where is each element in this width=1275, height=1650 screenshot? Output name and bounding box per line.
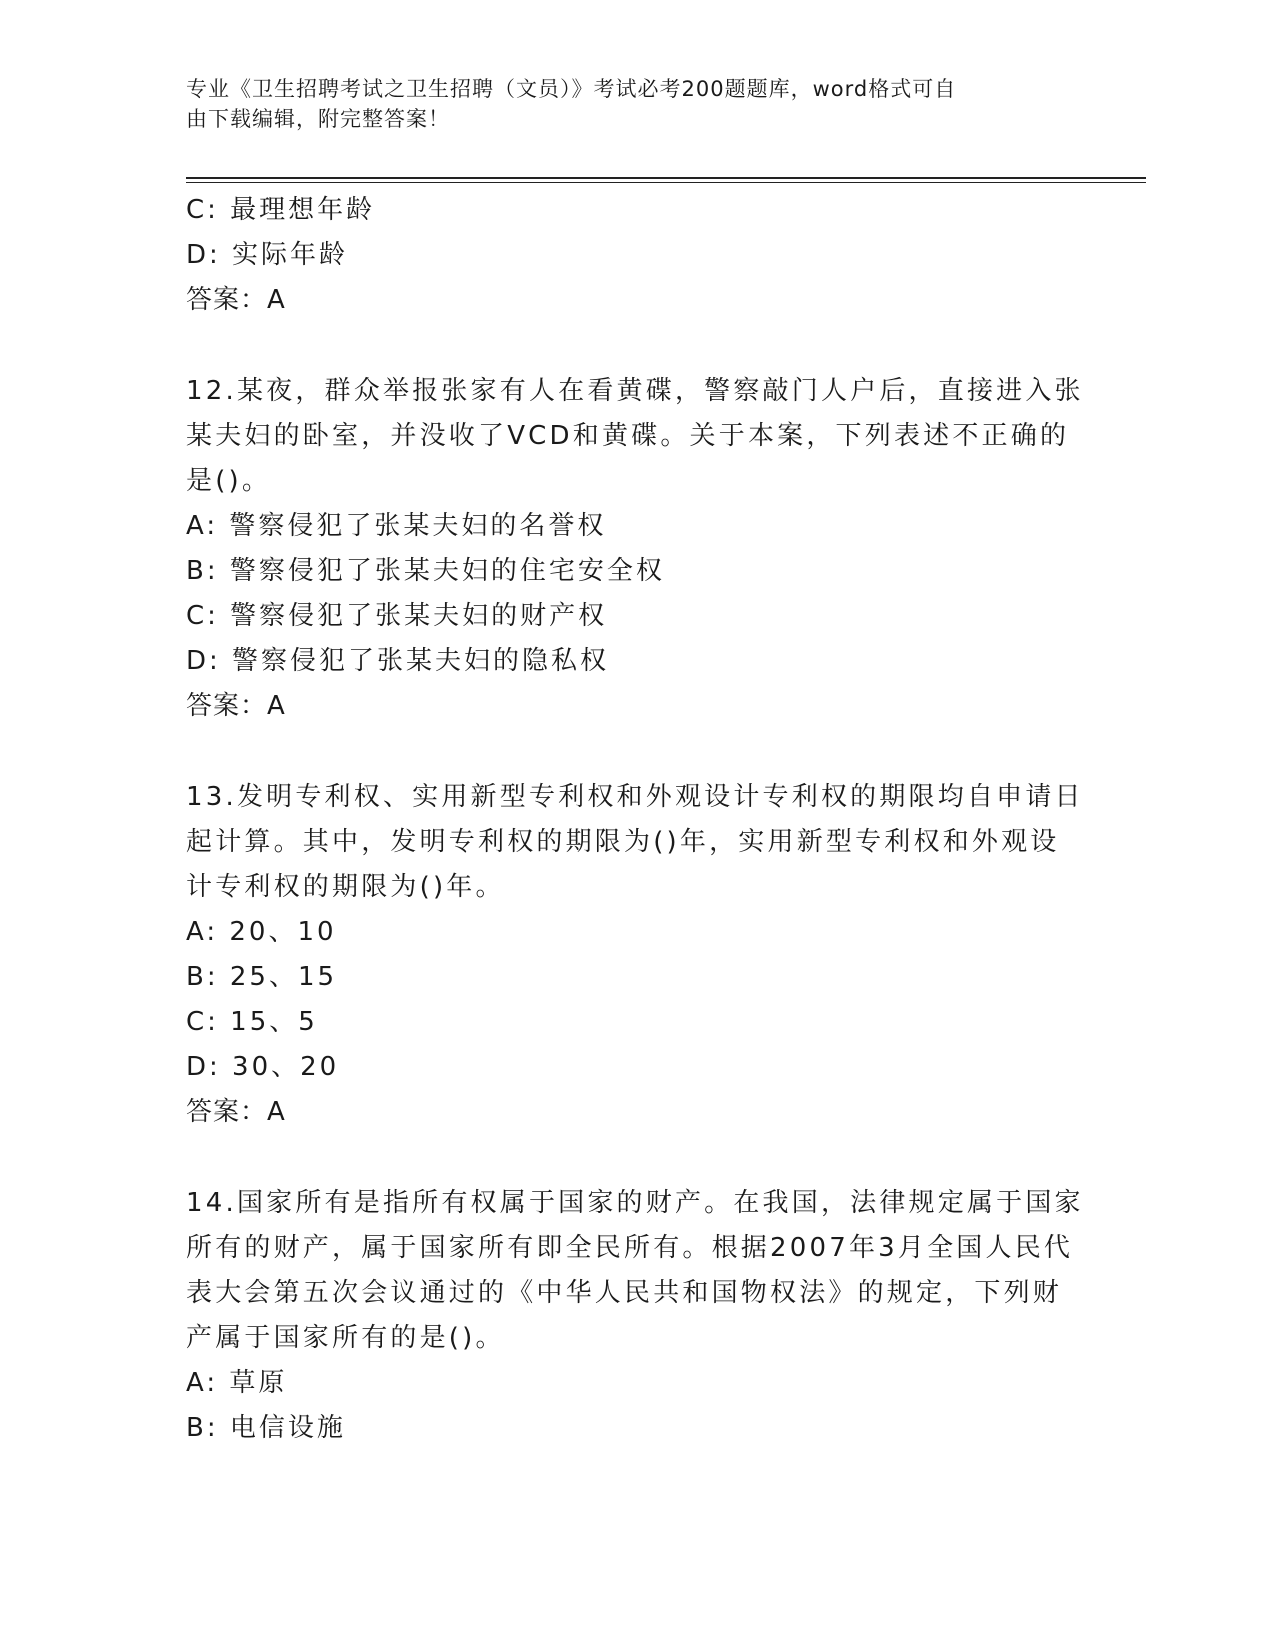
- option-a: A: 20、10: [186, 917, 337, 947]
- option-a: A: 警察侵犯了张某夫妇的名誉权: [186, 511, 607, 541]
- option-a: A: 草原: [186, 1368, 288, 1398]
- option-b: B: 电信设施: [186, 1413, 346, 1443]
- question-stem-line: 计专利权的期限为()年。: [186, 872, 505, 902]
- option-b: B: 警察侵犯了张某夫妇的住宅安全权: [186, 556, 665, 586]
- answer-line: 答案：A: [186, 1097, 286, 1127]
- answer-line: 答案：A: [186, 691, 286, 721]
- page-header: [186, 74, 1066, 134]
- header-divider-thick: [186, 177, 1146, 179]
- header-line-2: 由下载编辑，附完整答案！: [186, 107, 450, 131]
- question-stem-line: 所有的财产，属于国家所有即全民所有。根据2007年3月全国人民代: [186, 1233, 1074, 1263]
- answer-line: 答案：A: [186, 285, 286, 315]
- header-line-1: 专业《卫生招聘考试之卫生招聘（文员）》考试必考200题题库，word格式可自: [186, 77, 957, 101]
- question-stem-line: 某夫妇的卧室，并没收了VCD和黄碟。关于本案，下列表述不正确的: [186, 421, 1070, 451]
- option-d: D: 30、20: [186, 1052, 340, 1082]
- option-d: D: 实际年龄: [186, 240, 349, 270]
- option-d: D: 警察侵犯了张某夫妇的隐私权: [186, 646, 610, 676]
- question-content: [186, 188, 1084, 1451]
- spacer: [186, 729, 1066, 775]
- question-stem-line: 13.发明专利权、实用新型专利权和外观设计专利权的期限均自申请日: [186, 782, 1084, 812]
- option-b: B: 25、15: [186, 962, 338, 992]
- question-stem-line: 14.国家所有是指所有权属于国家的财产。在我国，法律规定属于国家: [186, 1188, 1084, 1218]
- question-stem-line: 产属于国家所有的是()。: [186, 1323, 505, 1353]
- question-stem-line: 12.某夜，群众举报张家有人在看黄碟，警察敲门人户后，直接进入张: [186, 376, 1084, 406]
- spacer: [186, 323, 1066, 369]
- option-c: C: 最理想年龄: [186, 195, 376, 225]
- spacer: [186, 1135, 1066, 1181]
- question-stem-line: 是()。: [186, 466, 272, 496]
- option-c: C: 警察侵犯了张某夫妇的财产权: [186, 601, 608, 631]
- option-c: C: 15、5: [186, 1007, 318, 1037]
- header-divider-thin: [186, 182, 1146, 183]
- question-13: [186, 775, 1084, 1135]
- question-stem-line: 表大会第五次会议通过的《中华人民共和国物权法》的规定，下列财: [186, 1278, 1063, 1308]
- question-stem-line: 起计算。其中，发明专利权的期限为()年，实用新型专利权和外观设: [186, 827, 1060, 857]
- question-14: [186, 1181, 1084, 1451]
- question-11-continuation: [186, 188, 1066, 323]
- question-12: [186, 369, 1084, 729]
